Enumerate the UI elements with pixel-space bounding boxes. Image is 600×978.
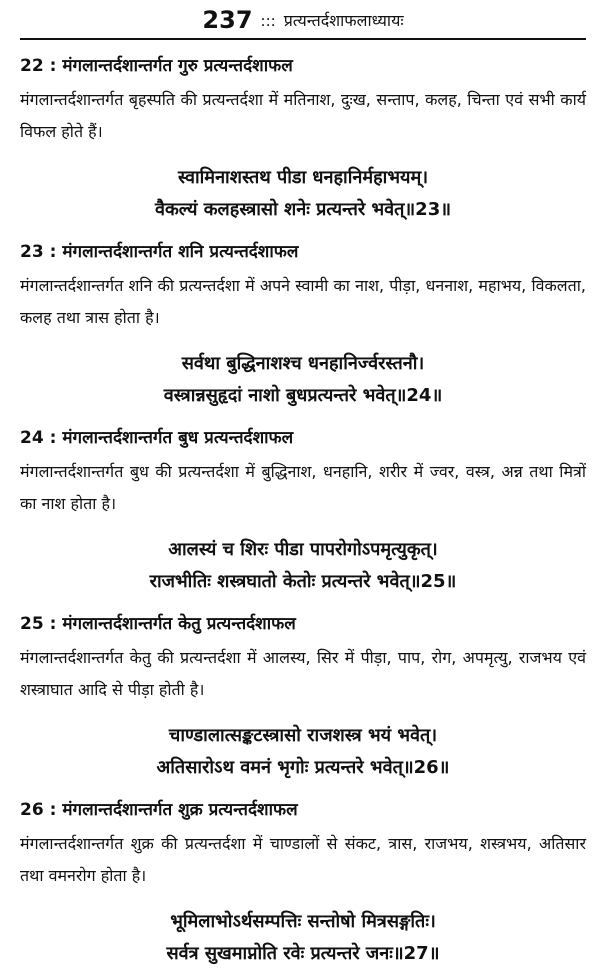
section-heading [20,54,586,78]
section-number: 22 [20,56,44,76]
section-number: 23 [20,242,44,262]
verse-line: स्वामिनाशस्तथ पीडा धनहानिर्महाभयम्। [177,167,429,188]
verse-line: वैकल्यं कलहस्त्रासो शनेः प्रत्यन्तरे भवेत्॥23॥ [154,199,452,220]
section-26 [20,798,586,970]
header-separator: ::: [260,12,276,30]
section-heading [20,240,586,264]
verse-line: अतिसारोऽथ वमनं भृगोः प्रत्यन्तरे भवेत्॥26॥ [156,757,450,778]
verse-line: वस्त्रान्नसुहृदां नाशो बुधप्रत्यन्तरे भवेत्॥24॥ [163,385,443,406]
section-title: : मंगलान्तर्दशान्तर्गत शुक्र प्रत्यन्तर्दशाफल [49,800,298,820]
section-text: मंगलान्तर्दशान्तर्गत बृहस्पति की प्रत्यन्तर्दशा में मतिनाश, दुःख, सन्ताप, कलह, चिन्ता एवं सभी कार्य विफल होते हैं। [20,90,586,141]
section-number: 25 [20,614,44,634]
section-heading [20,612,586,636]
chapter-title: प्रत्यन्तर्दशाफलाध्यायः [283,11,404,30]
section-text: मंगलान्तर्दशान्तर्गत शनि की प्रत्यन्तर्दशा में अपने स्वामी का नाश, पीड़ा, धननाश, महाभय, विकलता, कलह तथा त्रास होता है। [20,276,586,327]
section-heading [20,426,586,450]
sanskrit-verse [20,720,586,784]
verse-line: राजभीतिः शस्त्रघातो केतोः प्रत्यन्तरे भवेत्॥25॥ [149,571,457,592]
section-number: 26 [20,800,44,820]
section-title: : मंगलान्तर्दशान्तर्गत गुरु प्रत्यन्तर्दशाफल [49,56,293,76]
verse-line: सर्वथा बुद्धिनाशश्च धनहानिर्ज्वरस्तनौ। [181,353,425,374]
section-24 [20,426,586,598]
section-title: : मंगलान्तर्दशान्तर्गत शनि प्रत्यन्तर्दशाफल [49,242,299,262]
page-header [20,0,586,40]
sanskrit-verse [20,162,586,226]
section-text: मंगलान्तर्दशान्तर्गत शुक्र की प्रत्यन्तर्दशा में चाण्डालों से संकट, त्रास, राजभय, शस्त्रभय, अतिसार तथा वमनरोग होता है। [20,834,586,885]
verse-line: आलस्यं च शिरः पीडा पापरोगोऽपमृत्युकृत्। [168,539,438,560]
verse-line: सर्वत्र सुखमाप्नोति रवेः प्रत्यन्तरे जनः॥27॥ [166,943,440,964]
section-heading [20,798,586,822]
verse-line: चाण्डालात्सङ्कटस्त्रासो राजशस्त्र भयं भवेत्। [168,725,438,746]
section-title: : मंगलान्तर्दशान्तर्गत केतु प्रत्यन्तर्दशाफल [49,614,296,634]
section-title: : मंगलान्तर्दशान्तर्गत बुध प्रत्यन्तर्दशाफल [49,428,294,448]
section-23 [20,240,586,412]
section-number: 24 [20,428,44,448]
sanskrit-verse [20,348,586,412]
section-22 [20,54,586,226]
section-25 [20,612,586,784]
sanskrit-verse [20,906,586,970]
sanskrit-verse [20,534,586,598]
verse-line: भूमिलाभोऽर्थसम्पत्तिः सन्तोषो मित्रसङ्गतिः। [170,911,436,932]
section-text: मंगलान्तर्दशान्तर्गत बुध की प्रत्यन्तर्दशा में बुद्धिनाश, धनहानि, शरीर में ज्वर, वस्त्र, अन्न तथा मित्रों का नाश होता है। [20,462,586,513]
section-text: मंगलान्तर्दशान्तर्गत केतु की प्रत्यन्तर्दशा में आलस्य, सिर में पीड़ा, पाप, रोग, अपमृत्यु, राजभय एवं शस्त्राघात आदि से पीड़ा होती है। [20,648,586,699]
page-number: 237 [202,6,253,34]
